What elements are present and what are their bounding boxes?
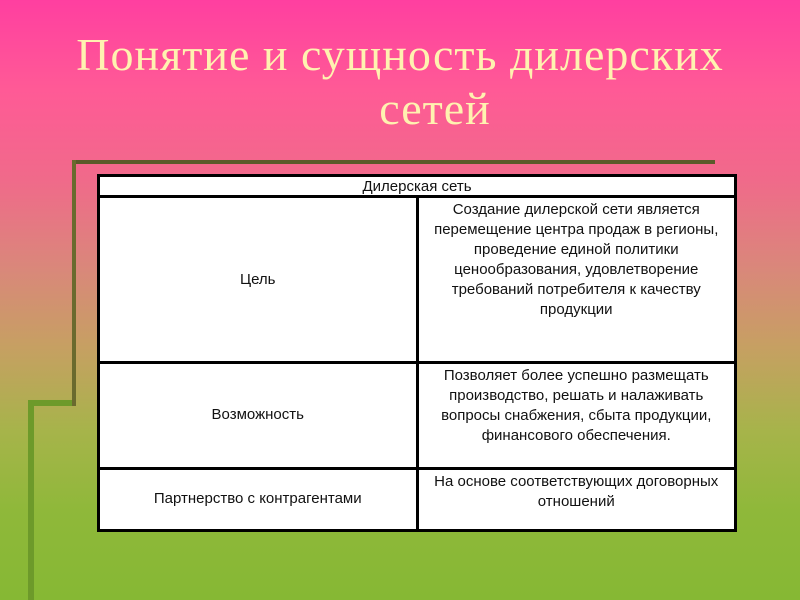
decor-frame-top: [72, 160, 715, 164]
table-row: [99, 363, 736, 469]
row-text-partnership-content: На основе соответствующих договорных отношений: [434, 472, 719, 510]
table-row: [99, 197, 736, 363]
row-text-goal: [417, 197, 736, 363]
row-label-opportunity: Возможность: [99, 363, 418, 469]
table-header-cell: Дилерская сеть: [99, 176, 736, 197]
decor-frame-green-top: [28, 400, 72, 406]
row-text-partnership: [417, 468, 736, 530]
slide-title: [0, 28, 800, 136]
decor-frame-left: [72, 160, 76, 406]
row-text-goal-content: Создание дилерской сети является перемещение центра продаж в регионы, проведение единой политики ценообразования, удовлетворение требований потребителя к качеству продукции: [434, 201, 719, 319]
row-text-opportunity: [417, 363, 736, 469]
table-header-row: [99, 176, 736, 197]
title-line-1: Понятие и сущность дилерских: [76, 29, 724, 80]
row-label-goal: Цель: [99, 197, 418, 363]
dealer-network-table: [97, 174, 737, 532]
row-label-partnership: Партнерство с контрагентами: [99, 468, 418, 530]
row-text-opportunity-content: Позволяет более успешно размещать производство, решать и налаживать вопросы снабжения, сбыта продукции, финансового обеспечения.: [441, 367, 712, 445]
title-line-2: сетей: [379, 83, 491, 134]
table-row: [99, 468, 736, 530]
decor-frame-green-left: [28, 400, 34, 600]
